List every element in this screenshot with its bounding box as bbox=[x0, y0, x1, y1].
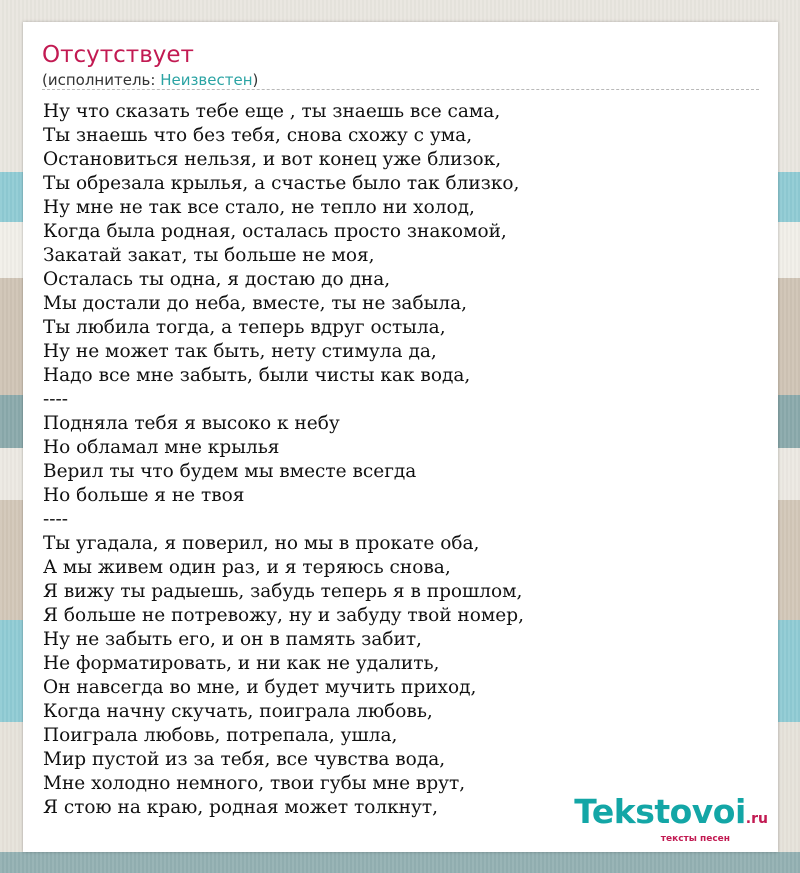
site-logo[interactable] bbox=[574, 792, 768, 844]
lyric-line: Он навсегда во мне, и будет мучить приход, bbox=[43, 677, 477, 698]
lyric-line: Мне холодно немного, твои губы мне врут, bbox=[43, 773, 466, 794]
artist-suffix: ) bbox=[252, 71, 259, 89]
verse-separator: ---- bbox=[43, 509, 69, 530]
lyric-line: Ну что сказать тебе еще , ты знаешь все сама, bbox=[43, 101, 501, 122]
logo-wordmark bbox=[574, 792, 768, 836]
header-divider bbox=[42, 89, 759, 90]
lyric-line: Ну не забыть его, и он в память забит, bbox=[43, 629, 422, 650]
lyric-line: Но обламал мне крылья bbox=[43, 437, 280, 458]
lyric-line: Ты знаешь что без тебя, снова схожу с ума, bbox=[43, 125, 473, 146]
lyric-line: Поиграла любовь, потрепала, ушла, bbox=[43, 725, 398, 746]
lyric-line: Ну мне не так все стало, не тепло ни холод, bbox=[43, 197, 475, 218]
lyric-line: Когда начну скучать, поиграла любовь, bbox=[43, 701, 433, 722]
lyric-line: Верил ты что будем мы вместе всегда bbox=[43, 461, 417, 482]
lyric-line: А мы живем один раз, и я теряюсь снова, bbox=[43, 557, 451, 578]
lyric-line: Мы достали до неба, вместе, ты не забыла, bbox=[43, 293, 467, 314]
artist-link[interactable]: Неизвестен bbox=[160, 71, 253, 89]
lyric-line: Не форматировать, и ни как не удалить, bbox=[43, 653, 440, 674]
lyric-line: Я вижу ты радыешь, забудь теперь я в прошлом, bbox=[43, 581, 523, 602]
lyric-line: Ты угадала, я поверил, но мы в прокате оба, bbox=[43, 533, 480, 554]
artist-line bbox=[42, 71, 258, 89]
lyric-line: Когда была родная, осталась просто знакомой, bbox=[43, 221, 507, 242]
song-title: Отсутствует bbox=[42, 42, 194, 68]
lyric-line: Надо все мне забыть, были чисты как вода, bbox=[43, 365, 471, 386]
lyric-line: Остановиться нельзя, и вот конец уже близок, bbox=[43, 149, 502, 170]
logo-domain: .ru bbox=[745, 811, 768, 827]
artist-prefix: (исполнитель: bbox=[42, 71, 161, 89]
lyric-line: Подняла тебя я высоко к небу bbox=[43, 413, 340, 434]
lyrics-card bbox=[23, 22, 778, 852]
logo-tagline: тексты песен bbox=[660, 834, 730, 844]
lyric-line: Закатай закат, ты больше не моя, bbox=[43, 245, 375, 266]
lyrics-text bbox=[43, 100, 524, 820]
lyric-line: Осталась ты одна, я достаю до дна, bbox=[43, 269, 391, 290]
lyric-line: Но больше я не твоя bbox=[43, 485, 245, 506]
lyric-line: Ты обрезала крылья, а счастье было так близко, bbox=[43, 173, 520, 194]
lyric-line: Мир пустой из за тебя, все чувства вода, bbox=[43, 749, 446, 770]
logo-name: Tekstovoi bbox=[574, 792, 746, 831]
verse-separator: ---- bbox=[43, 389, 69, 410]
lyric-line: Я стою на краю, родная может толкнут, bbox=[43, 797, 438, 818]
lyric-line: Ты любила тогда, а теперь вдруг остыла, bbox=[43, 317, 446, 338]
lyric-line: Я больше не потревожу, ну и забуду твой номер, bbox=[43, 605, 524, 626]
lyric-line: Ну не может так быть, нету стимула да, bbox=[43, 341, 437, 362]
